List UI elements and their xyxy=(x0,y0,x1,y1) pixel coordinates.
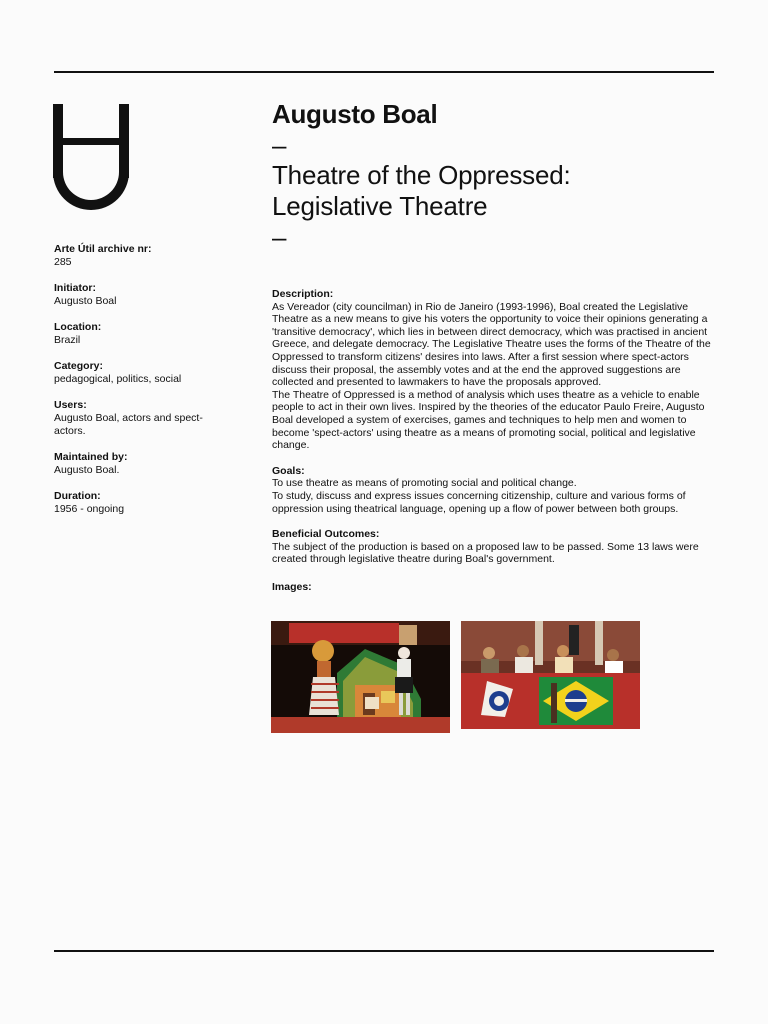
outcomes-label: Beneficial Outcomes: xyxy=(272,528,380,541)
goals-label: Goals: xyxy=(272,464,305,477)
assembly-scene-illustration xyxy=(461,621,640,729)
goals-paragraph-1: To use theatre as means of promoting social and political change. xyxy=(272,477,577,490)
main-content xyxy=(272,98,716,593)
location-value: Brazil xyxy=(54,334,81,346)
work-title-line-2: Legislative Theatre xyxy=(272,191,488,221)
archive-label: Arte Útil archive nr: xyxy=(54,243,152,255)
category-label: Category: xyxy=(54,360,104,372)
arte-util-logo xyxy=(53,104,131,210)
bottom-divider xyxy=(54,950,714,952)
outcomes-paragraph-1: The subject of the production is based on a proposed law to be passed. Some 13 laws were created through legislative theatre during Boal's government. xyxy=(272,540,699,566)
images-label: Images: xyxy=(272,580,312,593)
initiator-label: Initiator: xyxy=(54,282,96,294)
description-section xyxy=(272,288,716,452)
users-value: Augusto Boal, actors and spect-actors. xyxy=(54,412,203,437)
assembly-photo[interactable] xyxy=(461,621,640,729)
location-field xyxy=(54,321,244,347)
goals-section xyxy=(272,465,716,515)
goals-paragraph-2: To study, discuss and express issues concerning citizenship, culture and various forms of oppression using theatrical language, opening up a flow of power between both groups. xyxy=(272,489,686,515)
description-paragraph-1: As Vereador (city councilman) in Rio de Janeiro (1993-1996), Boal created the Legislative Theatre as a new means to give his voters the opportunity to voice their opinions generating a 'transitive democracy', which lies in between direct democracy, which was practised in ancient Greece, and delegate democracy. The Legislative Theatre uses the forms of the Theatre of the Oppressed to transform citizens' desires into laws. After a first session where spect-actors discuss their proposal, the assembly votes and at the end the approved suggestions are collected and presented to lawmakers to have the proposals approved. xyxy=(272,300,711,389)
description-label: Description: xyxy=(272,288,334,300)
initiator-field xyxy=(54,282,244,308)
description-paragraph-2: The Theatre of Oppressed is a method of analysis which uses theatre as a vehicle to enable people to act in their own lives. Inspired by the theories of the educator Paulo Freire, Augusto Boal developed a system of exercises, games and techniques to help men and women to become 'spect-actors' using theatre as a means of promoting social, political and legislative change. xyxy=(272,388,705,452)
theatre-stage-photo[interactable] xyxy=(271,621,450,733)
users-field xyxy=(54,399,244,438)
title-dash: – xyxy=(272,130,287,160)
category-value: pedagogical, politics, social xyxy=(54,373,182,385)
archive-value: 285 xyxy=(54,256,72,268)
title-dash-2: – xyxy=(272,222,287,252)
maintained-field xyxy=(54,451,244,477)
category-field xyxy=(54,360,244,386)
archive-field xyxy=(54,243,244,269)
initiator-value: Augusto Boal xyxy=(54,295,117,307)
duration-value: 1956 - ongoing xyxy=(54,503,125,515)
location-label: Location: xyxy=(54,321,102,333)
work-title-line-1: Theatre of the Oppressed: xyxy=(272,160,571,190)
maintained-label: Maintained by: xyxy=(54,451,128,463)
author-title: Augusto Boal xyxy=(272,99,438,129)
images-section xyxy=(272,581,716,594)
maintained-value: Augusto Boal. xyxy=(54,464,120,476)
users-label: Users: xyxy=(54,399,87,411)
duration-field xyxy=(54,490,244,516)
duration-label: Duration: xyxy=(54,490,101,502)
outcomes-section xyxy=(272,528,716,566)
stage-scene-illustration xyxy=(271,621,450,733)
top-divider xyxy=(54,71,714,73)
metadata-sidebar xyxy=(54,243,244,529)
